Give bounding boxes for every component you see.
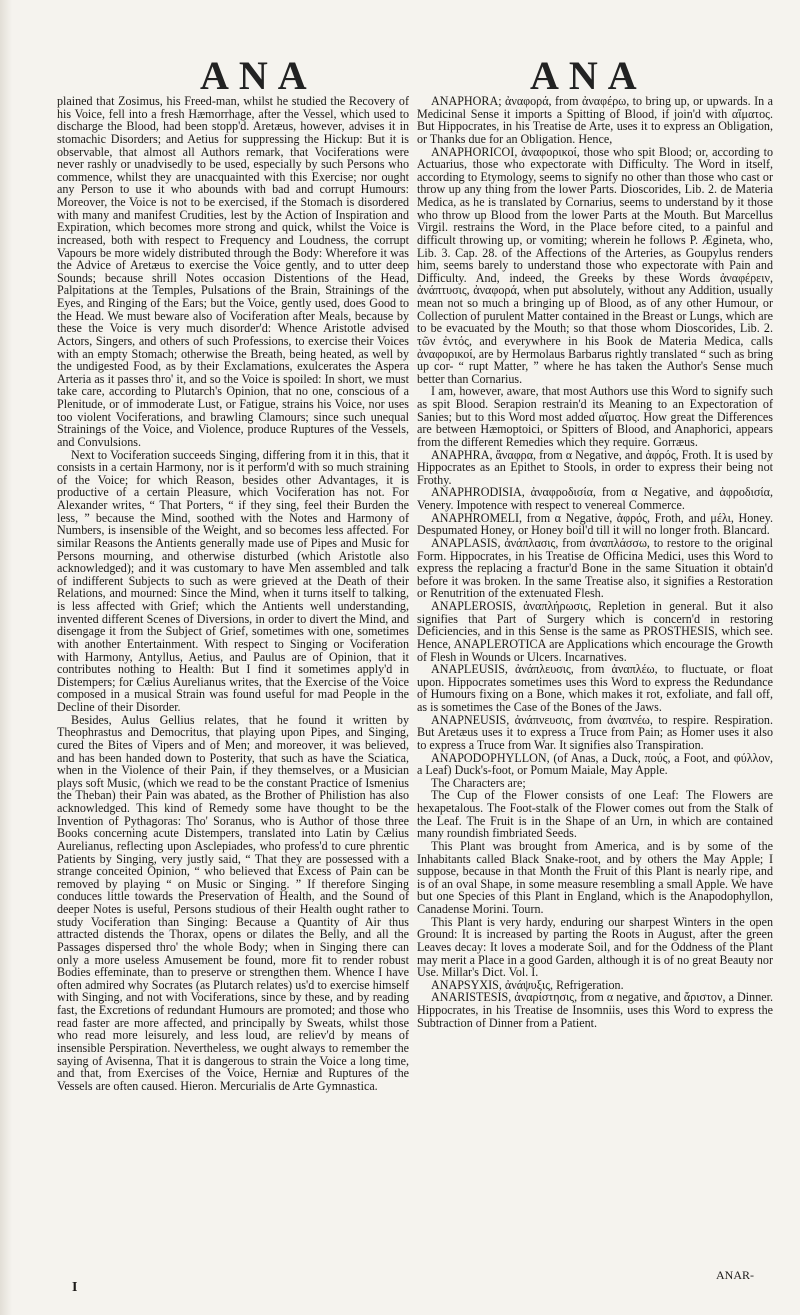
- page-number: I: [72, 1280, 78, 1295]
- dictionary-entry: This Plant is very hardy, enduring our sharpest Winters in the open Ground: It is increased by parting the Roots in August, after the green Leaves decay: It loves a moderate Soil, and for the Oddness of the Plant may merit a Place in a good Garden, although it is of no great Beauty nor Use. Millar's Dict. Vol. I.: [417, 914, 773, 980]
- dictionary-entry: ANAPHROMELI, from α Negative, ἀφρός, Froth, and μέλι, Honey. Despumated Honey, or Honey boil'd till it will no longer froth. Blancard.: [417, 510, 773, 538]
- left-paragraph: plained that Zosimus, his Freed-man, whilst he studied the Recovery of his Voice, fell into a fresh Hæmorrhage, after the Vessel, which used to discharge the Blood, had been stopp'd. Aretæus, however, advises it in stomachic Disorders; and Aetius for suppressing the Hickup: But it is observable, that almost all Authors remark, that Vociferations were never rashly or unadvisedly to be used, especially by such Persons who commence, whilst they are unacquainted with this Exercise; nor ought any Person to use it who abounds with bad and corrupt Humours: Moreover, the Voice is not to be exercised, if the Stomach is disordered with many and manifest Crudities, lest by the Action of Inspiration and Expiration, which becomes more strong and quick, whilst the Voice is increased, both with respect to Frequency and Loudness, the corrupt Vapours be more widely distributed through the Body: Wherefore it was the Advice of Aretæus to exercise the Voice gently, and to utter deep Sounds; because shrill Notes occasion Distentions of the Head, Palpitations at the Temples, Pulsations of the Brain, Strainings of the Eyes, and Ringing of the Ears; but the Voice, gently used, does Good to the Head. We must beware also of Vociferation after Meals, because by these the Voice is very much disorder'd: Whence Aristotle advised Actors, Singers, and others of such Professions, to exercise their Voices with an empty Stomach; otherwise the Breath, being heated, as well by the undigested Food, as by their Exclamations, exulcerates the Aspera Arteria as it passes thro' it, and so the Voice is spoiled: In short, we must take care, according to Plutarch's Opinion, that no one, conscious of a Plenitude, or of immoderate Lust, or Fatigue, strains his Voice, nor uses too violent Vociferations, and brawling Clamours; since such unequal Strainings of the Voice, and Violence, produce Ruptures of the Vessels, and Convulsions.: [57, 94, 409, 449]
- dictionary-entry: ANAPHORICOI, ἀναφορικοί, those who spit Blood; or, according to Actuarius, those who expectorate with Difficulty. The Word in itself, according to Etymology, seems to signify no other than those who cast or throw up any thing from the lower Parts. Dioscorides, Lib. 2. de Materia Medica, as he is translated by Cornarius, seems to understand by it those who throw up Blood from the lower Parts at the Mouth. But Marcellus Virgil. restrains the Word, in the Place before cited, to a painful and difficult throwing up, or vomiting; wherein he follows P. Ægineta, who, Lib. 3. Cap. 28. of the Affections of the Arteries, as Goupylus renders him, seems barely to understand those who expectorate with Pain and Difficulty. And, indeed, the Greeks by these Words ἀναφέρειν, ἀνάπτυσις, ἀναφορά, when put absolutely, without any Addition, usually mean not so much a bringing up of Blood, as of any other Humour, or Collection of purulent Matter contained in the Breast or Lungs, which are to be evacuated by the Mouth; so that those whom Dioscorides, Lib. 2. τῶν ἐντός, and everywhere in his Book de Materia Medica, calls ἀναφορικοί, are by Hermolaus Barbarus rightly translated “ such as bring up cor- “ rupt Matter, ” where he has taken the Author's Sense much better than Cornarius.: [417, 144, 773, 386]
- right-column: [417, 95, 773, 1223]
- dictionary-entry: ANARISTESIS, ἀναρίστησις, from α negative, and ἄριστον, a Dinner. Hippocrates, in his Treatise de Insomniis, uses this Word to express the Subtraction of Dinner from a Patient.: [417, 990, 773, 1030]
- left-column: [57, 95, 409, 1265]
- left-paragraph: Besides, Aulus Gellius relates, that he found it written by Theophrastus and Democritus, that playing upon Pipes, and Singing, cured the Bites of Vipers and of Men; and moreover, it was believed, and has been handed down to Posterity, that such as have the Sciatica, when in the Violence of their Pain, if they themselves, or a Musician plays soft Music, (which we read to be the constant Practice of Ismenius the Theban) their Pain was abated, as the Brother of Philistion has also acknowledged. This kind of Remedy some have thought to be the Invention of Pythagoras: Tho' Soranus, who is Author of those three Books concerning acute Distempers, translated into Latin by Cælius Aurelianus, reflecting upon Asclepiades, who profess'd to cure phrentic Patients by Singing, very justly said, “ That they are possessed with a strange conceited Opinion, “ who believed that Excess of Pain can be removed by playing “ on Music or Singing. ” If therefore Singing conduces little towards the Preservation of Health, and the Sound of deeper Notes is useful, Persons studious of their Health ought rather to study Vociferation than Singing: Because a Quantity of Air thus attracted distends the Thorax, opens or dilates the Belly, and all the Passages dispersed thro' the whole Body; when in Singing there can only a more useless Amusement be found, more fit to render robust Bodies effeminate, than to preserve or strengthen them. Whence I have often admired why Socrates (as Plutarch relates) us'd to exercise himself with Singing, and not with Vociferations, since by these, and by reading fast, the Excretions of redundant Humours are promoted; and those who read faster are more affected, and principally by Sweats, whilst those who read more leisurely, and less loud, are reliev'd by means of insensible Perspiration. Nevertheless, we ought always to remember the saying of Avisenna, That it is dangerous to strain the Voice a long time, and that, from Exercises of the Voice, Herniæ and Ruptures of the Vessels are often caused. Hieron. Mercurialis de Arte Gymnastica.: [57, 712, 409, 1093]
- dictionary-entry: ANAPHORA; ἀναφορά, from ἀναφέρω, to bring up, or upwards. In a Medicinal Sense it imports a Spitting of Blood, if join'd with αἵματος. But Hippocrates, in his Treatise de Arte, uses it to express an Obligation, or Thanks due for an Obligation. Hence,: [417, 94, 773, 146]
- dictionary-entry: ANAPLASIS, ἀνάπλασις, from ἀναπλάσσω, to restore to the original Form. Hippocrates, in his Treatise de Officina Medici, uses this Word to express the replacing a fractur'd Bone in the same Situation it obtain'd before it was broken. In the same Treatise also, it signifies a Restoration or Renutrition of the extenuated Flesh.: [417, 535, 773, 601]
- gutter-shadow: [0, 0, 12, 1315]
- running-head-left: ANA: [200, 53, 317, 98]
- dictionary-entry: ANAPODOPHYLLON, (of Anas, a Duck, πούς, a Foot, and φύλλον, a Leaf) Duck's-foot, or Pomum Maiale, May Apple.: [417, 750, 773, 778]
- dictionary-entry: ANAPSYXIS, ἀνάψυξις, Refrigeration.: [431, 977, 624, 992]
- dictionary-entry: The Characters are;: [431, 775, 526, 790]
- dictionary-entry: This Plant was brought from America, and is by some of the Inhabitants called Black Snake-root, and by others the May Apple; I suppose, because in that Month the Fruit of this Plant is nearly ripe, and is of an oval Shape, in some measure resembling a small Apple. We have but one Species of this Plant in England, which is the Anapodophyllon, Canadense Morini. Tourn.: [417, 838, 773, 916]
- catchword: ANAR-: [716, 1268, 754, 1282]
- dictionary-entry: ANAPLEROSIS, ἀναπλήρωσις, Repletion in general. But it also signifies that Part of Surgery which is concern'd in restoring Deficiencies, and in this Sense is the same as PROSTHESIS, which see. Hence, ANAPLEROTICA are Applications which encourage the Growth of Flesh in Wounds or Ulcers. Incarnatives.: [417, 599, 773, 664]
- left-paragraph: Next to Vociferation succeeds Singing, differing from it in this, that it consists in a certain Harmony, nor is it perform'd with so much straining of the Voice; for which Reason, besides other Advantages, it is productive of a certain Pleasure, which Vociferation has not. For Alexander writes, “ That Porters, “ if they sing, feel their Burden the less, ” because the Mind, soothed with the Notes and Harmony of Numbers, is insensible of the Weight, and so becomes less affected. For similar Reasons the Antients generally made use of Pipes and Music for Persons mourning, and otherwise disturbed (which Aristotle also acknowledged); and it was customary to have Men assembled and talk of indifferent Subjects to such as were grieved at the Death of their Relations, and mourned: Since the Mind, when it turns itself to talking, is less affected with Grief; which the Antients well understanding, invented different Scenes of Diversions, in order to divert the Mind, and disengage it from the Subject of Grief, sometimes with one, sometimes with another Entertainment. With respect to Singing or Vociferation with Harmony, Antyllus, Aetius, and Paulus are of Opinion, that it contributes nothing to Health: But I find it sometimes apply'd in Distempers; for Cælius Aurelianus writes, that the Exercise of the Voice composed in a musical Strain was found useful for mad People in the Decline of their Disorder.: [57, 447, 409, 714]
- dictionary-entry: ANAPNEUSIS, ἀνάπνευσις, from ἀναπνέω, to respire. Respiration. But Aretæus uses it to express a Truce from Pain; as Homer uses it also to express a Truce from War. It signifies also Transpiration.: [417, 712, 773, 752]
- dictionary-entry: I am, however, aware, that most Authors use this Word to signify such as spit Blood. Serapion restrain'd its Meaning to an Expectoration of Sanies; but to this Word most added αἵματος. How great the Differences are between Hæmoptoici, or Spitters of Blood, and Anaphorici, appears from the different Remedies which they require. Gorræus.: [417, 384, 773, 449]
- dictionary-entry: ANAPHRODISIA, ἀναφροδισία, from α Negative, and ἀφροδισία, Venery. Impotence with respect to venereal Commerce.: [417, 485, 773, 512]
- running-head-right: ANA: [530, 53, 647, 98]
- dictionary-entry: The Cup of the Flower consists of one Leaf: The Flowers are hexapetalous. The Foot-stalk of the Flower comes out from the Stalk of the Leaf. The Fruit is in the Shape of an Urn, in which are contained many roundish fimbriated Seeds.: [417, 788, 773, 841]
- dictionary-entry: ANAPLEUSIS, ἀνάπλευσις, from ἀναπλέω, to fluctuate, or float upon. Hippocrates sometimes uses this Word to express the Redundance of Humours fixing on a Bone, which makes it rot, exfoliate, and fall off, as is sometimes the Case of the Bones of the Jaws.: [417, 662, 773, 714]
- dictionary-entry: ANAPHRA, ἄναφρα, from α Negative, and ἀφρός, Froth. It is used by Hippocrates as an Epithet to Stools, in order to express their being not Frothy.: [417, 447, 773, 487]
